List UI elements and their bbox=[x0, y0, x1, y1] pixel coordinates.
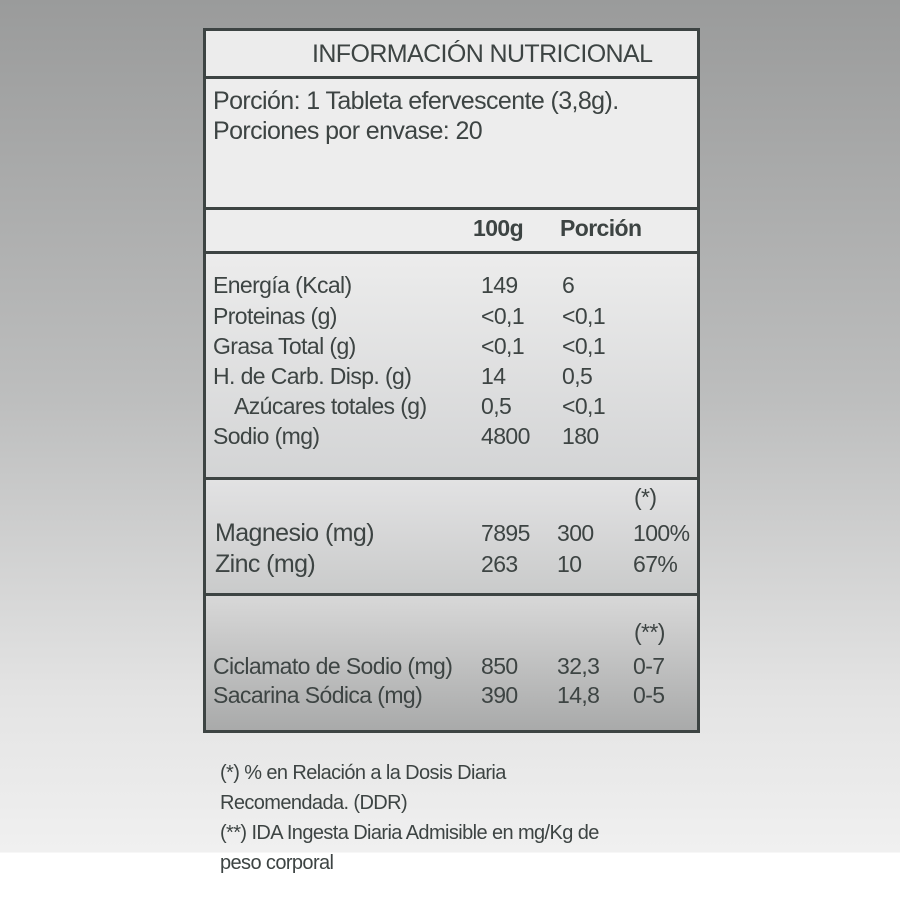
mineral-ddr: 67% bbox=[633, 551, 678, 577]
sweetener-per100: 850 bbox=[481, 653, 518, 679]
divider bbox=[206, 477, 697, 480]
sweetener-ida: 0-7 bbox=[633, 653, 665, 679]
mineral-label: Magnesio (mg) bbox=[215, 519, 374, 547]
nutrient-portion: 0,5 bbox=[562, 363, 593, 389]
nutrient-label: Energía (Kcal) bbox=[213, 272, 352, 298]
mineral-per100: 263 bbox=[481, 551, 518, 577]
nutrient-per100: 14 bbox=[481, 363, 506, 389]
footnote-line: (**) IDA Ingesta Diaria Admisible en mg/Kg de bbox=[220, 822, 599, 844]
sweetener-label: Ciclamato de Sodio (mg) bbox=[213, 653, 453, 679]
nutrient-label: H. de Carb. Disp. (g) bbox=[213, 363, 412, 389]
mineral-label: Zinc (mg) bbox=[215, 550, 316, 578]
nutrient-label: Azúcares totales (g) bbox=[234, 393, 427, 419]
nutrient-per100: <0,1 bbox=[481, 303, 525, 329]
mineral-portion: 300 bbox=[557, 520, 594, 546]
nutrient-per100: 4800 bbox=[481, 423, 530, 449]
footnote-line: peso corporal bbox=[220, 852, 334, 874]
sweetener-label: Sacarina Sódica (mg) bbox=[213, 682, 423, 708]
nutrient-per100: <0,1 bbox=[481, 333, 525, 359]
sweetener-portion: 32,3 bbox=[557, 653, 600, 679]
nutrient-label: Sodio (mg) bbox=[213, 423, 320, 449]
footnote-line: Recomendada. (DDR) bbox=[220, 792, 408, 814]
divider bbox=[206, 251, 697, 254]
column-header-portion: Porción bbox=[560, 215, 642, 241]
divider bbox=[206, 593, 697, 596]
divider bbox=[206, 76, 697, 79]
nutrient-per100: 0,5 bbox=[481, 393, 512, 419]
servings-per-container: Porciones por envase: 20 bbox=[213, 117, 483, 145]
footnote-line: (*) % en Relación a la Dosis Diaria bbox=[220, 762, 506, 784]
sweetener-per100: 390 bbox=[481, 682, 518, 708]
nutrient-label: Proteinas (g) bbox=[213, 303, 337, 329]
mineral-per100: 7895 bbox=[481, 520, 530, 546]
nutrient-per100: 149 bbox=[481, 272, 518, 298]
nutrient-portion: <0,1 bbox=[562, 333, 606, 359]
mineral-ddr: 100% bbox=[633, 520, 690, 546]
nutrient-label: Grasa Total (g) bbox=[213, 333, 356, 359]
ida-marker: (**) bbox=[634, 619, 665, 645]
divider bbox=[206, 207, 697, 210]
nutrient-portion: 180 bbox=[562, 423, 599, 449]
column-header-100g: 100g bbox=[473, 215, 524, 241]
sweetener-ida: 0-5 bbox=[633, 682, 665, 708]
ddr-marker: (*) bbox=[634, 484, 657, 510]
table-title: INFORMACIÓN NUTRICIONAL bbox=[312, 40, 653, 68]
nutrient-portion: <0,1 bbox=[562, 303, 606, 329]
mineral-portion: 10 bbox=[557, 551, 582, 577]
serving-size: Porción: 1 Tableta efervescente (3,8g). bbox=[213, 87, 619, 115]
nutrient-portion: 6 bbox=[562, 272, 575, 298]
sweetener-portion: 14,8 bbox=[557, 682, 600, 708]
nutrient-portion: <0,1 bbox=[562, 393, 606, 419]
